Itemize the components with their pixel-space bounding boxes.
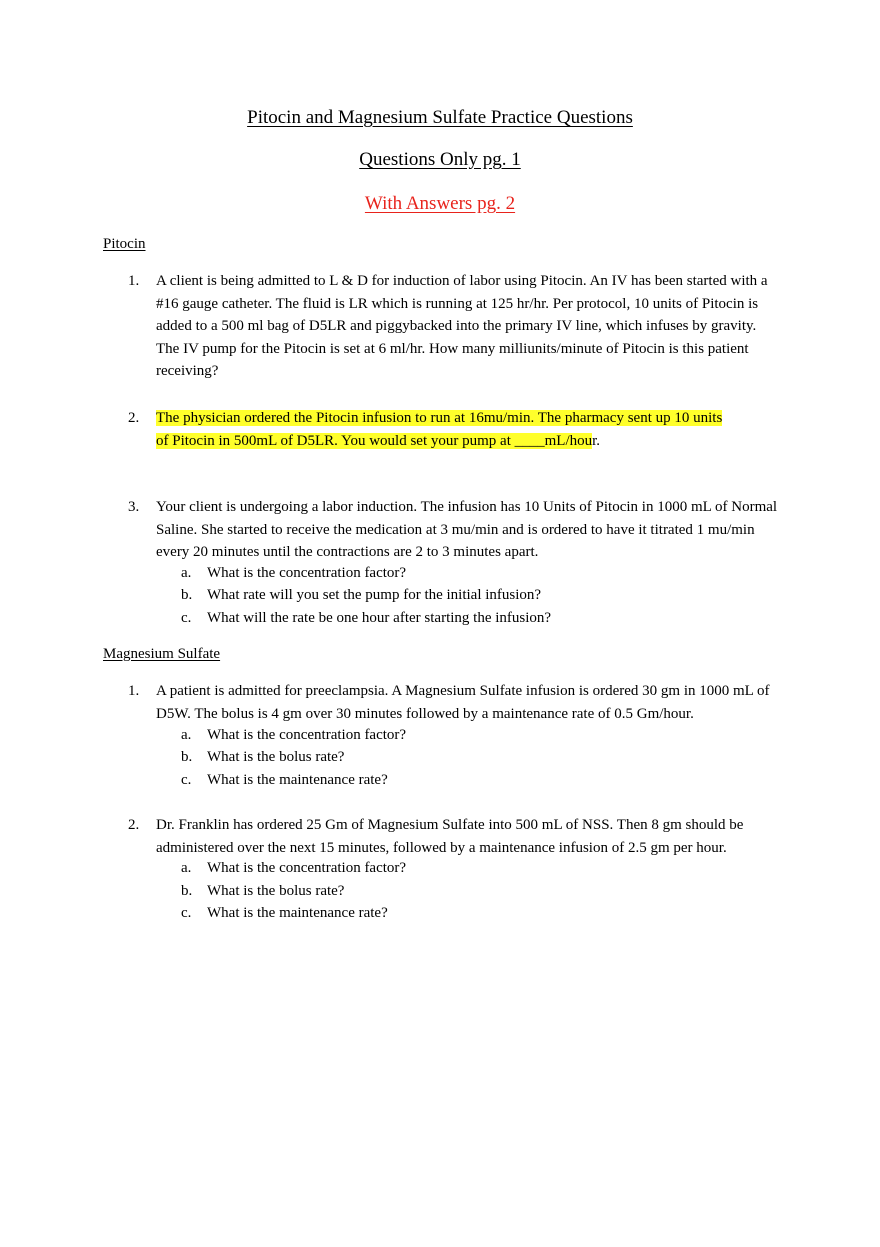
- sub-question-text: What is the maintenance rate?: [207, 905, 388, 921]
- question-number: 2.: [128, 410, 140, 426]
- magnesium-question-1: [103, 680, 783, 725]
- answers-note: With Answers pg. 2: [364, 193, 516, 214]
- sub-question-letter: c.: [181, 772, 192, 788]
- question-text: Dr. Franklin has ordered 25 Gm of Magnesium Sulfate into 500 mL of NSS. Then 8 gm should be administered over the next 15 minutes, followed by a maintenance infusion of 2.5 gm per hour.: [156, 817, 744, 856]
- section-heading-pitocin: Pitocin: [103, 236, 146, 252]
- sub-question-letter: c.: [181, 905, 192, 921]
- question-text-tail: r.: [592, 432, 601, 449]
- sub-question-text: What is the concentration factor?: [207, 565, 407, 581]
- sub-question-letter: a.: [181, 727, 192, 743]
- sub-question-letter: c.: [181, 610, 192, 626]
- magnesium-question-2: [103, 814, 783, 859]
- highlighted-text: The physician ordered the Pitocin infusion to run at 16mu/min. The pharmacy sent up 10 units: [156, 410, 723, 426]
- sub-question-text: What is the bolus rate?: [207, 883, 345, 899]
- question-text: [156, 407, 783, 452]
- pitocin-question-2: [103, 407, 783, 452]
- sub-question-letter: b.: [181, 883, 193, 899]
- section-heading-magnesium-sulfate: Magnesium Sulfate: [103, 646, 221, 662]
- sub-question-letter: b.: [181, 587, 193, 603]
- sub-question-letter: a.: [181, 565, 192, 581]
- sub-question-letter: b.: [181, 749, 193, 765]
- question-text: A client is being admitted to L & D for induction of labor using Pitocin. An IV has been started with a #16 gauge catheter. The fluid is LR which is running at 125 hr/hr. Per protocol, 10 units of Pitocin is added to a 500 ml bag of D5LR and piggybacked into the primary IV line, which infuses by gravity. The IV pump for the Pitocin is set at 6 ml/hr. How many milliunits/minute of Pitocin is this patient receiving?: [156, 273, 768, 379]
- sub-question-text: What is the concentration factor?: [207, 860, 407, 876]
- sub-question-text: What rate will you set the pump for the initial infusion?: [207, 587, 542, 603]
- question-text: A patient is admitted for preeclampsia. A Magnesium Sulfate infusion is ordered 30 gm in 1000 mL of D5W. The bolus is 4 gm over 30 minutes followed by a maintenance rate of 0.5 Gm/hour.: [156, 683, 770, 722]
- sub-question-text: What is the concentration factor?: [207, 727, 407, 743]
- highlighted-text: of Pitocin in 500mL of D5LR. You would set your pump at ____mL/hou: [156, 432, 593, 449]
- question-number: 1.: [128, 683, 140, 699]
- sub-question-text: What is the bolus rate?: [207, 749, 345, 765]
- pitocin-question-3: [103, 496, 783, 564]
- question-number: 3.: [128, 499, 140, 515]
- sub-question-letter: a.: [181, 860, 192, 876]
- question-text: Your client is undergoing a labor induction. The infusion has 10 Units of Pitocin in 1000 mL of Normal Saline. She started to receive the medication at 3 mu/min and is ordered to have it titrated 1 mu/min every 20 minutes until the contractions are 2 to 3 minutes apart.: [156, 499, 778, 560]
- pitocin-question-1: [103, 270, 783, 383]
- page-subtitle: Questions Only pg. 1: [359, 149, 521, 170]
- question-number: 2.: [128, 817, 140, 833]
- sub-question-text: What will the rate be one hour after starting the infusion?: [207, 610, 552, 626]
- question-number: 1.: [128, 273, 140, 289]
- sub-question-text: What is the maintenance rate?: [207, 772, 388, 788]
- page-title: Pitocin and Magnesium Sulfate Practice Questions: [247, 107, 633, 128]
